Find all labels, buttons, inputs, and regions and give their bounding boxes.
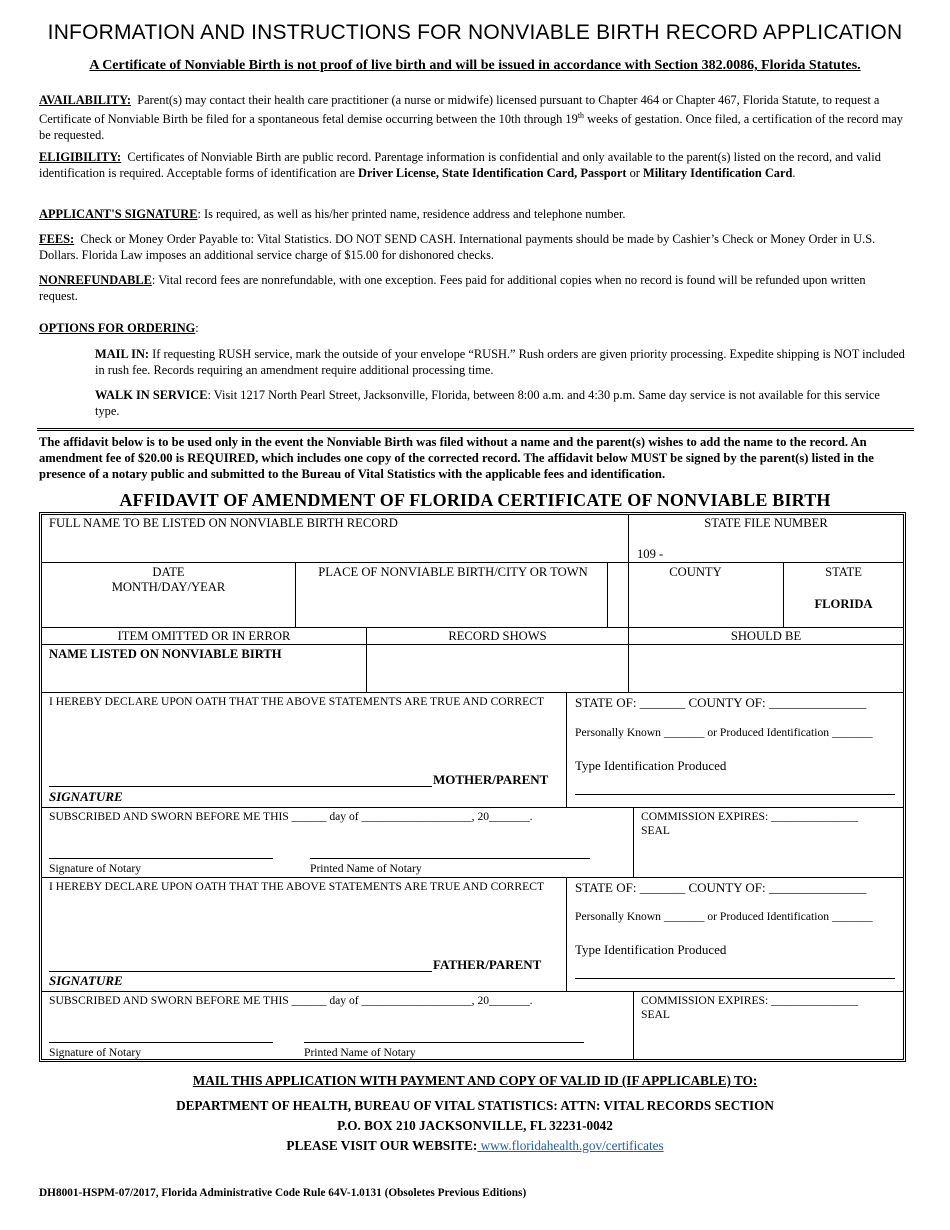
mother-notary-name-label: Printed Name of Notary: [310, 862, 422, 875]
eligibility-end: .: [792, 166, 796, 180]
eligibility-or: or: [626, 166, 644, 180]
mother-signature-label: SIGNATURE: [49, 789, 123, 804]
options-heading-row: [39, 320, 905, 336]
fees-section: [39, 231, 905, 263]
section-divider: [37, 428, 914, 431]
row-divider: [42, 562, 903, 563]
col-divider: [633, 991, 634, 1059]
eligibility-military-id: Military Identification Card: [643, 166, 793, 180]
mother-personally-known[interactable]: Personally Known _______ or Produced Identification _______: [575, 726, 873, 739]
page-subtitle: A Certificate of Nonviable Birth is not proof of live birth and will be issued in accordance with Section 382.0086, Florida Statutes.: [89, 58, 861, 73]
department-address: DEPARTMENT OF HEALTH, BUREAU OF VITAL STATISTICS: ATTN: VITAL RECORDS SECTION: [176, 1098, 774, 1113]
eligibility-text: Certificates of Nonviable Birth are public record. Parentage information is confidential and only available to the parent(s) listed on the record, and valid identification is required. Acceptable forms of identification are: [39, 150, 881, 180]
father-label: FATHER/PARENT: [433, 957, 542, 972]
state-file-label: STATE FILE NUMBER: [704, 516, 828, 530]
mail-in-text: If requesting RUSH service, mark the outside of your envelope “RUSH.” Rush orders are given priority processing. Expedite shipping is NOT included in rush fee. Records requiring an amendment require additional processing time.: [95, 347, 905, 377]
website-label: PLEASE VISIT OUR WEBSITE:: [286, 1138, 478, 1153]
fees-text: Check or Money Order Payable to: Vital Statistics. DO NOT SEND CASH. International payments should be made by Cashier’s Check or Money Order in U.S. Dollars. Florida Law imposes an additional service charge of $15.00 for dishonored checks.: [39, 232, 876, 262]
nonrefundable-heading: NONREFUNDABLE: [39, 273, 152, 287]
father-commission[interactable]: COMMISSION EXPIRES: _______________: [641, 994, 859, 1007]
row-divider: [42, 644, 903, 645]
father-sworn[interactable]: SUBSCRIBED AND SWORN BEFORE ME THIS ______ day of ___________________, 20_______.: [49, 994, 533, 1007]
affidavit-title: AFFIDAVIT OF AMENDMENT OF FLORIDA CERTIFICATE OF NONVIABLE BIRTH: [119, 490, 831, 510]
availability-sup: th: [577, 111, 585, 120]
walk-in-heading: WALK IN SERVICE: [95, 388, 208, 402]
county-label: COUNTY: [669, 565, 722, 579]
mother-sworn[interactable]: SUBSCRIBED AND SWORN BEFORE ME THIS ______ day of ___________________, 20_______.: [49, 810, 533, 823]
should-be-label: SHOULD BE: [730, 629, 802, 643]
mail-in-heading: MAIL IN:: [95, 347, 150, 361]
date-format-label: MONTH/DAY/YEAR: [111, 580, 226, 594]
signature-section: [39, 206, 905, 222]
mail-to-heading: MAIL THIS APPLICATION WITH PAYMENT AND COPY OF VALID ID (IF APPLICABLE) TO:: [192, 1073, 758, 1088]
row-divider: [42, 807, 903, 808]
state-file-prefix: 109 -: [637, 547, 664, 561]
item-label: ITEM OMITTED OR IN ERROR: [117, 629, 291, 643]
affidavit-note: The affidavit below is to be used only in the event the Nonviable Birth was filed without a name and the parent(s) wishes to add the name to the record. An amendment fee of $20.00 is REQUIRED, which includes one copy of the corrected record. The affidavit below MUST be signed by the parent(s) listed in the presence of a notary public and submitted to the Bureau of Vital Statistics with the applicable fees and identification.: [39, 435, 874, 481]
full-name-label: FULL NAME TO BE LISTED ON NONVIABLE BIRTH RECORD: [49, 516, 398, 530]
father-seal: SEAL: [641, 1008, 670, 1021]
mother-seal: SEAL: [641, 824, 670, 837]
record-shows-label: RECORD SHOWS: [448, 629, 547, 643]
col-divider: [295, 562, 296, 627]
po-box: P.O. BOX 210 JACKSONVILLE, FL 32231-0042: [337, 1118, 613, 1133]
eligibility-section: [39, 149, 905, 181]
page-title: INFORMATION AND INSTRUCTIONS FOR NONVIABLE BIRTH RECORD APPLICATION: [47, 21, 903, 44]
col-divider: [633, 807, 634, 877]
item-value: NAME LISTED ON NONVIABLE BIRTH: [49, 647, 282, 661]
row-divider: [42, 877, 903, 878]
mother-label: MOTHER/PARENT: [433, 772, 549, 787]
walk-in-text: : Visit 1217 North Pearl Street, Jacksonville, Florida, between 8:00 a.m. and 4:30 p.m. Same day service is not available for this service type.: [95, 388, 880, 418]
walk-in-section: [95, 387, 905, 419]
mother-notary-signature-label: Signature of Notary: [49, 862, 142, 875]
father-type-id-line[interactable]: [575, 978, 895, 979]
mother-declaration: I HEREBY DECLARE UPON OATH THAT THE ABOVE STATEMENTS ARE TRUE AND CORRECT: [49, 695, 545, 708]
options-heading: OPTIONS FOR ORDERING: [39, 321, 196, 335]
father-notary-name-label: Printed Name of Notary: [304, 1046, 416, 1059]
nonrefundable-section: [39, 272, 905, 304]
signature-text: : Is required, as well as his/her printed name, residence address and telephone number.: [197, 207, 626, 221]
mother-commission[interactable]: COMMISSION EXPIRES: _______________: [641, 810, 859, 823]
state-value: FLORIDA: [814, 597, 873, 611]
availability-section: [39, 92, 905, 143]
col-divider: [566, 877, 567, 991]
father-notary-signature-line[interactable]: [49, 1042, 273, 1043]
mother-signature-line[interactable]: [49, 786, 432, 787]
affidavit-form: [39, 512, 906, 1062]
website-row: [0, 1138, 950, 1154]
father-signature-line[interactable]: [49, 971, 432, 972]
availability-text-end: weeks of gestation. Once filed, a certification of the record may be requested.: [39, 112, 903, 143]
father-signature-label: SIGNATURE: [49, 973, 123, 988]
row-divider: [42, 627, 903, 628]
nonrefundable-text: : Vital record fees are nonrefundable, with one exception. Fees paid for additional copies when no record is found will be refunded upon written request.: [39, 273, 866, 303]
mail-in-section: [95, 346, 905, 378]
father-declaration: I HEREBY DECLARE UPON OATH THAT THE ABOVE STATEMENTS ARE TRUE AND CORRECT: [49, 880, 545, 893]
availability-heading: AVAILABILITY:: [39, 93, 132, 107]
mother-state-county[interactable]: STATE OF: _______ COUNTY OF: _______________: [575, 695, 867, 710]
options-colon: :: [195, 321, 199, 335]
father-type-id: Type Identification Produced: [575, 942, 727, 957]
form-code: DH8001-HSPM-07/2017, Florida Administrative Code Rule 64V-1.0131 (Obsoletes Previous Editions): [39, 1187, 527, 1199]
date-label: DATE: [152, 565, 185, 579]
place-label: PLACE OF NONVIABLE BIRTH/CITY OR TOWN: [318, 565, 588, 579]
row-divider: [42, 991, 903, 992]
availability-text: Parent(s) may contact their health care practitioner (a nurse or midwife) licensed pursuant to Chapter 464 or Chapter 467, Florida Statute, to request a Certificate of Nonviable Birth be filed for a spontaneous fetal demise occurring between the 10th through 19: [39, 93, 880, 127]
mother-notary-name-line[interactable]: [310, 858, 590, 859]
eligibility-id-list: Driver License, State Identification Card, Passport: [357, 166, 627, 180]
row-divider: [42, 692, 903, 693]
father-notary-name-line[interactable]: [304, 1042, 584, 1043]
state-label: STATE: [825, 565, 862, 579]
mother-type-id-line[interactable]: [575, 794, 895, 795]
father-personally-known[interactable]: Personally Known _______ or Produced Identification _______: [575, 910, 873, 923]
mother-notary-signature-line[interactable]: [49, 858, 273, 859]
website-link[interactable]: www.floridahealth.gov/certificates: [477, 1138, 664, 1153]
father-state-county[interactable]: STATE OF: _______ COUNTY OF: _______________: [575, 880, 867, 895]
col-divider: [566, 692, 567, 807]
eligibility-heading: ELIGIBILITY:: [39, 150, 122, 164]
signature-heading: APPLICANT'S SIGNATURE: [39, 207, 198, 221]
father-notary-signature-label: Signature of Notary: [49, 1046, 142, 1059]
fees-heading: FEES:: [39, 232, 75, 246]
mother-type-id: Type Identification Produced: [575, 758, 727, 773]
